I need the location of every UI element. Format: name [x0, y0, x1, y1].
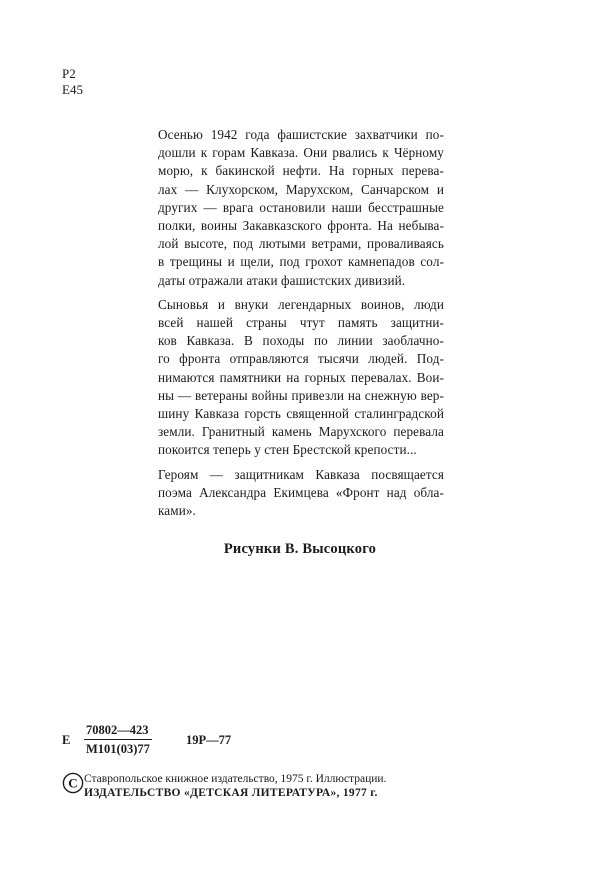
text-line: покоится теперь у стен Брестской крепости... [158, 442, 417, 458]
catalog-fraction [84, 722, 152, 757]
catalog-denominator: М101(03)77 [86, 742, 150, 756]
catalog-code: 19Р—77 [186, 733, 232, 747]
text-line: ками». [158, 503, 196, 519]
text-line: морю, к бакинской нефти. На горных перева- [158, 163, 444, 179]
bbk-line-2: Е45 [62, 82, 83, 97]
bbk-index [62, 66, 83, 98]
catalog-letter: Е [62, 733, 71, 747]
text-line: го фронта отправляются тысячи людей. Под- [158, 351, 444, 367]
illustrator-credit: Рисунки В. Высоцкого [223, 541, 377, 557]
intro-paragraph-1 [136, 126, 444, 290]
intro-paragraph-2 [136, 296, 444, 460]
text-line: нимаются памятники на горных перевалах. Вои- [158, 369, 444, 385]
copyright-line-2: ИЗДАТЕЛЬСТВО «ДЕТСКАЯ ЛИТЕРАТУРА», 1977 г. [84, 787, 378, 799]
copyright-icon [62, 772, 84, 794]
text-line: поэма Александра Екимцева «Фронт над обла- [158, 484, 444, 500]
text-line: Осенью 1942 года фашистские захватчики по- [158, 127, 444, 142]
copyright-lines [84, 772, 386, 800]
text-line: лой высоте, под лютыми ветрами, проваливаясь [158, 236, 444, 252]
text-line: шину Кавказа горсть священной сталинградской [158, 406, 444, 422]
text-line: дошли к горам Кавказа. Они рвались к Чёрному [158, 145, 444, 161]
copyright-symbol: C [68, 775, 78, 791]
text-line: других — врага остановили наши бесстрашные [158, 199, 444, 215]
catalog-numerator: 70802—423 [84, 722, 152, 740]
text-line: ков Кавказа. В походы по линии заоблачно- [158, 333, 444, 349]
text-line: Героям — защитникам Кавказа посвящается [158, 466, 444, 482]
intro-text [136, 126, 444, 526]
text-line: даты отражали атаки фашистских дивизий. [158, 272, 406, 288]
text-line: Сыновья и внуки легендарных воинов, люди [158, 296, 444, 312]
text-line: всей нашей страны чтут память защитни- [158, 315, 444, 331]
text-line: в трещины и щели, под грохот камнепадов сол- [158, 254, 444, 270]
bbk-line-1: Р2 [62, 66, 76, 81]
text-line: лах — Клухорском, Марухском, Санчарском и [158, 181, 444, 197]
copyright-line-1: Ставропольское книжное издательство, 1975 г. Иллюстрации. [84, 773, 387, 785]
text-line: полки, воины Закавказского фронта. На небыва- [158, 218, 444, 234]
text-line: ны — ветераны войны привезли на снежную вер- [158, 387, 444, 403]
text-line: земли. Гранитный камень Марухского перевала [158, 424, 444, 440]
intro-paragraph-3 [136, 466, 444, 521]
